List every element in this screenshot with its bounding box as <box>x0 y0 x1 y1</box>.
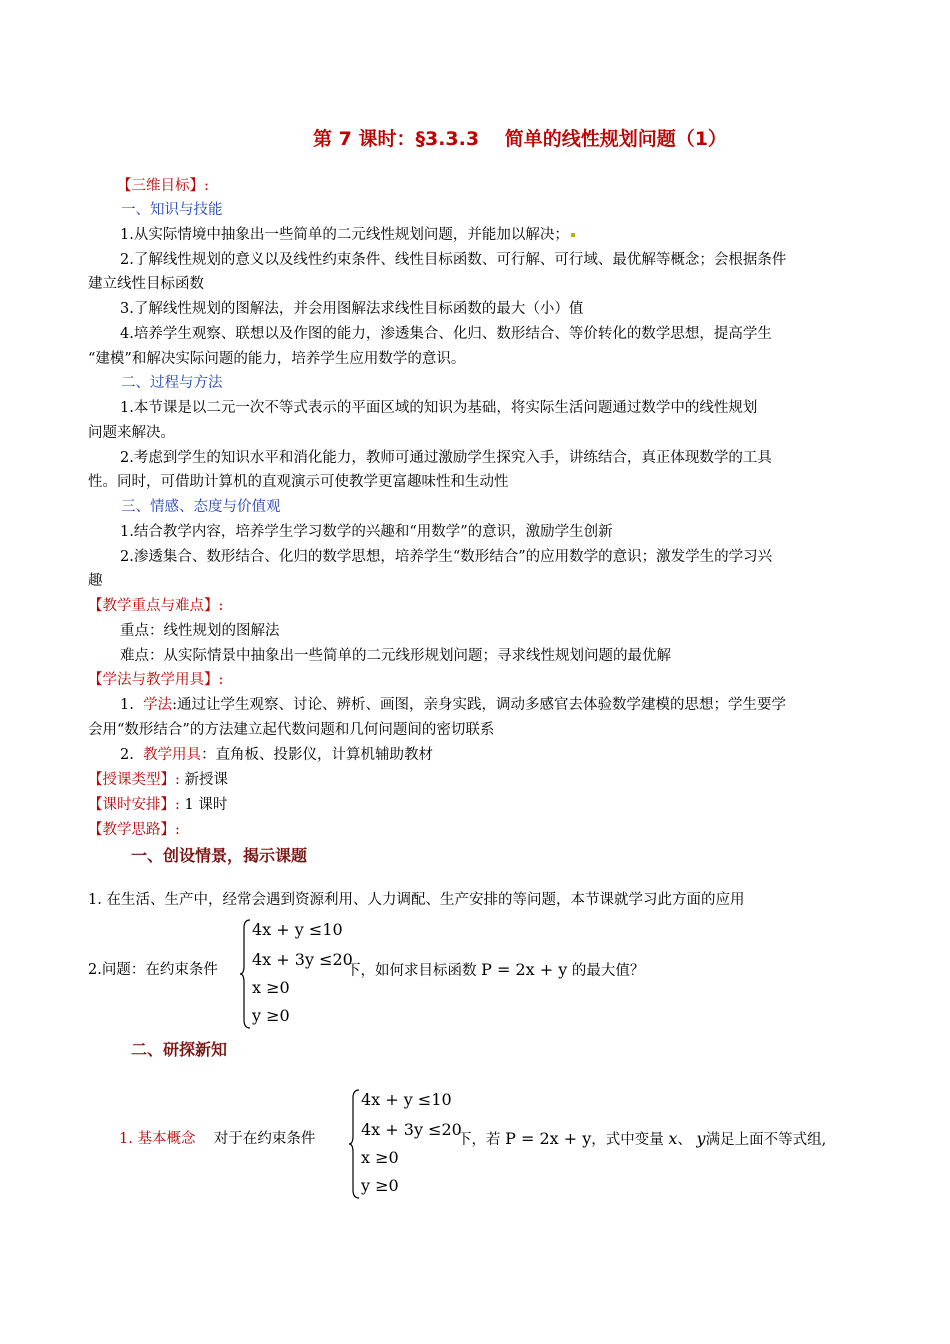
goals-header: 【三维目标】: <box>117 178 209 194</box>
methods-header: 【学法与教学用具】: <box>88 672 224 688</box>
left-brace-icon <box>349 1088 361 1200</box>
left-brace-icon <box>240 918 252 1030</box>
method-1-number: 1. <box>120 697 134 713</box>
goal-item-1 <box>120 225 575 245</box>
goal-item-1-text: 1.从实际情境中抽象出一些简单的二元线性规划问题，并能加以解决； <box>120 227 569 243</box>
method-item-1b: 会用“数形结合”的方法建立起代数问题和几何问题间的密切联系 <box>88 722 495 738</box>
constraint-row: 4x + 3y ≤20 <box>252 950 353 969</box>
goal-item-3: 3.了解线性规划的图解法，并会用图解法求线性目标函数的最大（小）值 <box>120 301 584 317</box>
goal-item-4a: 4.培养学生观察、联想以及作图的能力，渗透集合、化归、数形结合、等价转化的数学思想，提高学生 <box>120 326 772 342</box>
method-2-number: 2. <box>120 747 134 763</box>
attitude-item-2b: 趣 <box>88 573 103 589</box>
part2-title: 二、研探新知 <box>131 1040 228 1059</box>
constraint-row: x ≥0 <box>361 1148 399 1167</box>
method-item-2 <box>120 745 433 765</box>
part1-question-2-suffix <box>346 960 644 981</box>
page-title: 第 7 课时：§3.3.3 简单的线性规划问题（1） <box>313 128 727 150</box>
method-1-text: :通过让学生观察、讨论、辨析、画图，亲身实践，调动多感官去体验数学建模的思想；学生要学 <box>172 697 786 713</box>
constraint-row: 4x + y ≤10 <box>361 1090 452 1109</box>
method-2-text: ：直角板、投影仪，计算机辅助教材 <box>201 747 434 763</box>
concept-mid2: ，式中变量 <box>591 1132 664 1148</box>
concept-end: 满足上面不等式组, <box>705 1132 827 1148</box>
goal-item-2a: 2.了解线性规划的意义以及线性约束条件、线性目标函数、可行解、可行域、最优解等概念；会根据条件 <box>120 252 787 268</box>
section-process-title: 二、过程与方法 <box>121 375 223 391</box>
constraint-system-1 <box>252 918 352 1028</box>
keypoint-difficulty: 难点：从实际情景中抽象出一些简单的二元线形规划问题；寻求线性规划问题的最优解 <box>120 648 671 664</box>
goal-item-2b: 建立线性目标函数 <box>88 276 204 292</box>
keypoints-header: 【教学重点与难点】: <box>88 598 224 614</box>
process-item-1a: 1.本节课是以二元一次不等式表示的平面区域的知识为基础，将实际生活问题通过数学中的线性规划 <box>120 400 758 416</box>
concept-prefix: 对于在约束条件 <box>213 1131 316 1147</box>
concept-separator: 、 <box>677 1132 692 1148</box>
variable-x: x <box>668 1129 678 1148</box>
part1-question-2-prefix: 2.问题：在约束条件 <box>88 962 218 978</box>
thinking-header: 【教学思路】: <box>88 822 180 838</box>
constraint-system-2 <box>361 1088 461 1198</box>
section-attitude-title: 三、情感、态度与价值观 <box>121 499 281 515</box>
schedule-header: 【课时安排】: <box>88 797 180 813</box>
attitude-item-1: 1.结合教学内容，培养学生学习数学的兴趣和“用数学”的意识，激励学生创新 <box>120 524 613 540</box>
method-1-label: 学法 <box>143 697 173 713</box>
objective-function: P = 2x + y <box>481 960 568 979</box>
part1-question-1: 1. 在生活、生产中，经常会遇到资源利用、人力调配、生产安排的等问题，本节课就学习此方面的应用 <box>88 892 745 908</box>
section-knowledge-title: 一、知识与技能 <box>121 202 223 218</box>
constraint-row: y ≥0 <box>361 1176 399 1195</box>
constraint-row: x ≥0 <box>252 978 290 997</box>
constraint-row: 4x + 3y ≤20 <box>361 1120 462 1139</box>
objective-function: P = 2x + y <box>505 1129 592 1148</box>
concept-suffix <box>457 1129 826 1150</box>
process-item-2b: 性。同时，可借助计算机的直观演示可使教学更富趣味性和生动性 <box>88 474 509 490</box>
question-2-text-a: 下，如何求目标函数 <box>346 963 477 979</box>
concept-line <box>119 1129 315 1149</box>
goal-item-4b: “建模”和解决实际问题的能力，培养学生应用数学的意识。 <box>88 351 466 367</box>
part1-title: 一、创设情景，揭示课题 <box>131 846 308 865</box>
keypoint-main: 重点：线性规划的图解法 <box>120 623 280 639</box>
method-2-label: 教学用具 <box>143 747 202 763</box>
concept-label: 1. 基本概念 <box>119 1131 196 1147</box>
constraint-row: y ≥0 <box>252 1006 290 1025</box>
method-item-1 <box>120 695 786 715</box>
variable-y: y <box>696 1129 706 1148</box>
schedule-value: 1 课时 <box>184 797 228 813</box>
marker-dot <box>571 233 575 237</box>
process-item-2a: 2.考虑到学生的知识水平和消化能力，教师可通过激励学生探究入手，讲练结合，真正体现数学的工具 <box>120 450 772 466</box>
constraint-row: 4x + y ≤10 <box>252 920 343 939</box>
attitude-item-2a: 2.渗透集合、数形结合、化归的数学思想，培养学生“数形结合”的应用数学的意识；激发学生的学习兴 <box>120 549 773 565</box>
lesson-type <box>88 770 228 790</box>
question-2-text-b: 的最大值？ <box>571 963 645 979</box>
concept-mid: 下，若 <box>457 1132 501 1148</box>
process-item-1b: 问题来解决。 <box>88 425 175 441</box>
lesson-type-value: 新授课 <box>184 772 228 788</box>
lesson-type-header: 【授课类型】: <box>88 772 180 788</box>
lesson-schedule <box>88 795 227 815</box>
